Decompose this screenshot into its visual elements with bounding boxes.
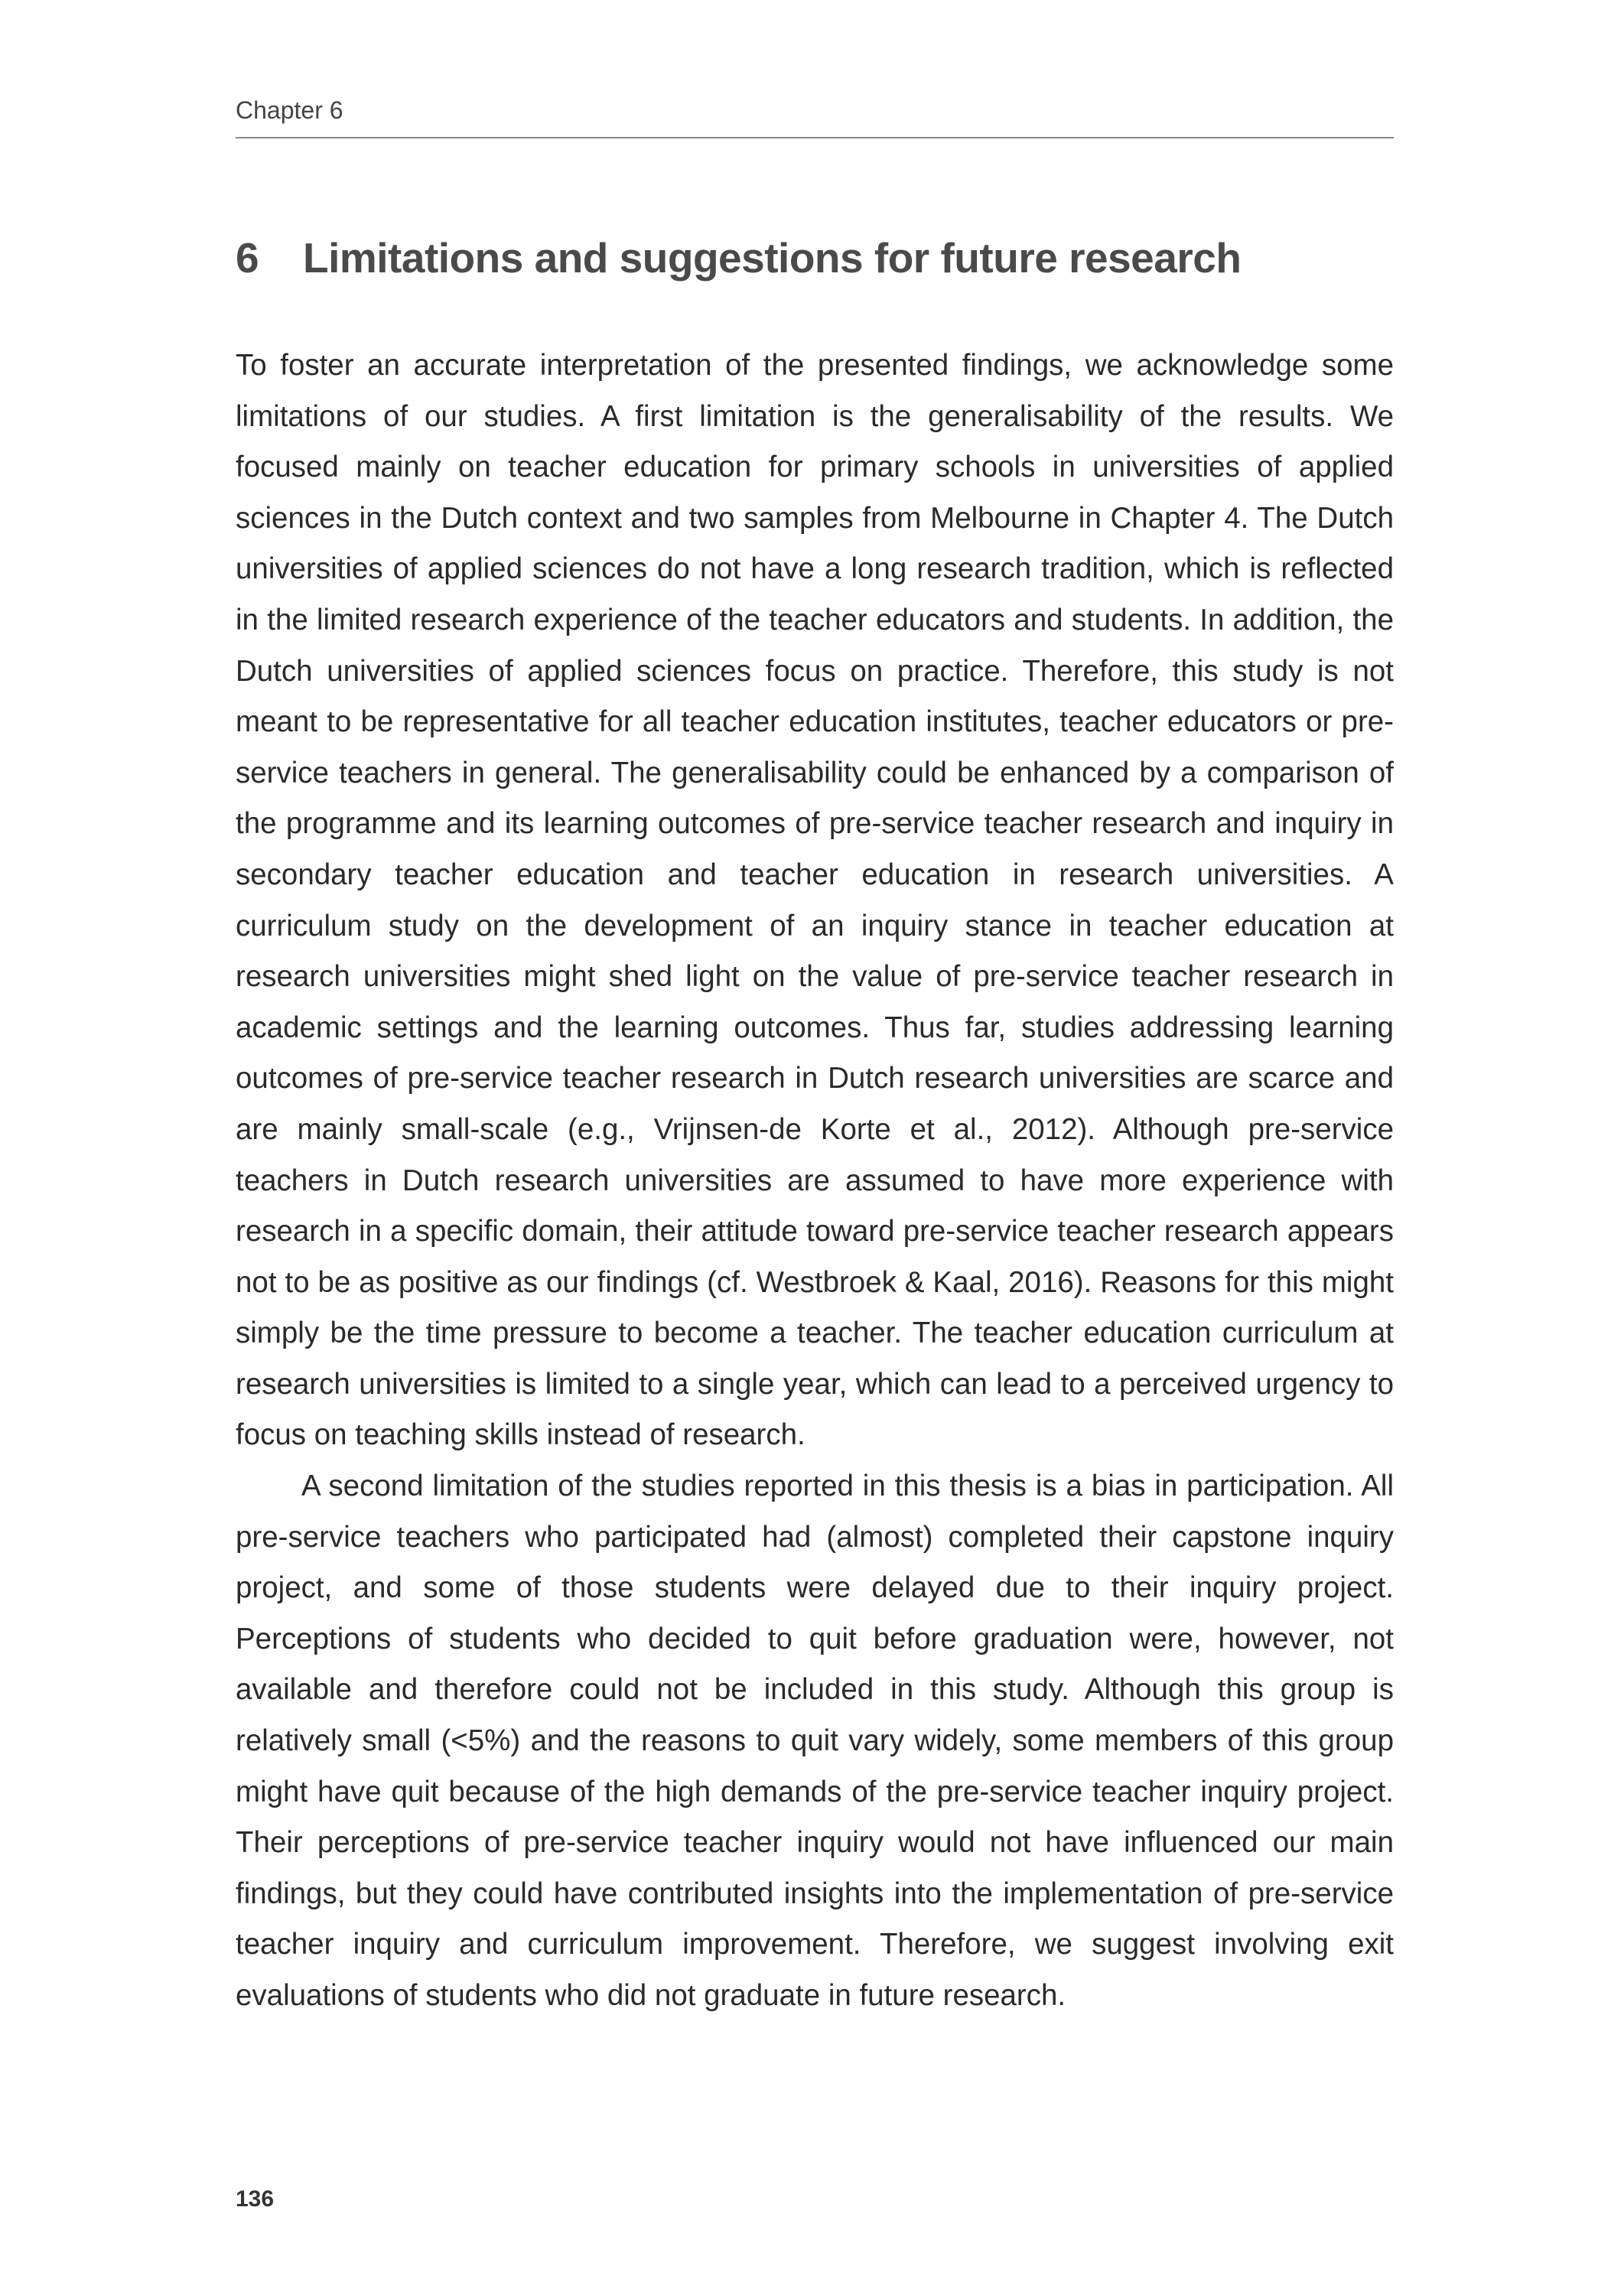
body-text bbox=[236, 340, 1394, 2022]
running-header bbox=[236, 96, 1394, 138]
page-number: 136 bbox=[236, 2186, 275, 2212]
section-number: 6 bbox=[236, 234, 259, 282]
running-header-title: Chapter 6 bbox=[236, 96, 343, 124]
paragraph-1: To foster an accurate interpretation of the presented findings, we acknowledge some limitations of our studies. A first limitation is the generalisability of the results. We focused mainly on teacher education for primary schools in universities of applied sciences in the Dutch context and two samples from Melbourne in Chapter 4. The Dutch universities of applied sciences do not have a long research tradition, which is reflected in the limited research experience of the teacher educators and students. In addition, the Dutch universities of applied sciences focus on practice. Therefore, this study is not meant to be representative for all teacher education institutes, teacher educators or pre-service teachers in general. The generalisability could be enhanced by a comparison of the programme and its learning outcomes of pre-service teacher research and inquiry in secondary teacher education and teacher education in research universities. A curriculum study on the development of an inquiry stance in teacher education at research universities might shed light on the value of pre-service teacher research in academic settings and the learning outcomes. Thus far, studies addressing learning outcomes of pre-service teacher research in Dutch research universities are scarce and are mainly small-scale (e.g., Vrijnsen-de Korte et al., 2012). Although pre-service teachers in Dutch research universities are assumed to have more experience with research in a specific domain, their attitude toward pre-service teacher research appears not to be as positive as our findings (cf. Westbroek & Kaal, 2016). Reasons for this might simply be the time pressure to become a teacher. The teacher education curriculum at research universities is limited to a single year, which can lead to a perceived urgency to focus on teaching skills instead of research. bbox=[236, 349, 1394, 1452]
paragraph-2: A second limitation of the studies reported in this thesis is a bias in participation. All pre-service teachers who participated had (almost) completed their capstone inquiry project, and some of those students were delayed due to their inquiry project. Perceptions of students who decided to quit before graduation were, however, not available and therefore could not be included in this study. Although this group is relatively small (<5%) and the reasons to quit vary widely, some members of this group might have quit because of the high demands of the pre-service teacher inquiry project. Their perceptions of pre-service teacher inquiry would not have influenced our main findings, but they could have contributed insights into the implementation of pre-service teacher inquiry and curriculum improvement. Therefore, we suggest involving exit evaluations of students who did not graduate in future research. bbox=[236, 1470, 1394, 2012]
section-heading bbox=[236, 233, 1394, 282]
section-title: Limitations and suggestions for future research bbox=[303, 234, 1242, 282]
